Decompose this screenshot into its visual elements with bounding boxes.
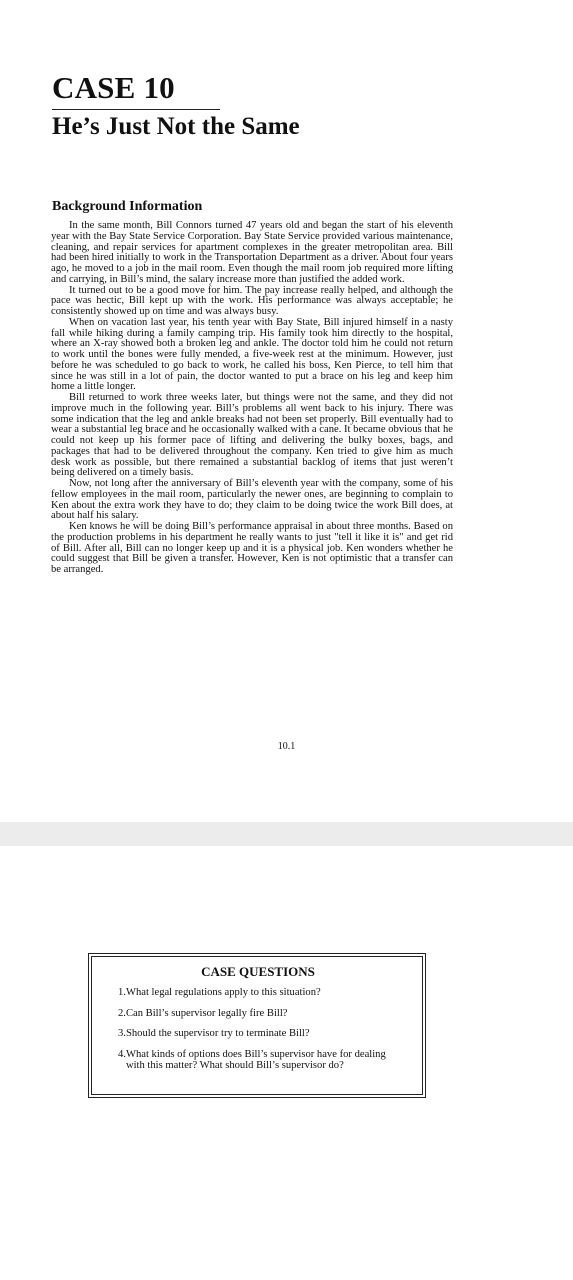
case-questions-box — [88, 953, 426, 1098]
paragraph: In the same month, Bill Connors turned 47 years old and began the start of his eleventh year with the Bay State Service Corporation. Bay State Service provided various maintenance, cleaning, and repair services for apartment complexes in the greater metropolitan area. Bill had been hired initially to work in the Transportation Department as a driver. About four years ago, he moved to a job in the mail room. Even though the mail room job required more lifting and carrying, in Bill’s mind, the salary increase more than justified the added work. — [51, 220, 453, 285]
question-number: 3. — [118, 1028, 126, 1039]
question-number: 4. — [118, 1048, 126, 1060]
question-number: 1. — [118, 987, 126, 998]
case-questions-inner — [91, 956, 423, 1095]
paragraph: Ken knows he will be doing Bill’s performance appraisal in about three months. Based on the production problems in his department he really wants to just "tell it like it is" and get rid of Bill. After all, Bill can no longer keep up and it is a physical job. Ken wonders whether he could suggest that Bill be given a transfer. However, Ken is not optimistic that a transfer can be arranged. — [51, 521, 453, 575]
list-item — [118, 1049, 398, 1071]
case-title: He’s Just Not the Same — [52, 113, 300, 140]
paragraph: It turned out to be a good move for him. The pay increase really helped, and although the pace was hectic, Bill kept up with the work. His performance was always acceptable; he consistently showed up on time and was always busy. — [51, 284, 453, 317]
paragraph: Bill returned to work three weeks later, but things were not the same, and they did not improve much in the following year. Bill’s problems all went back to his injury. There was some indication that the leg and ankle breaks had not been set properly. Bill eventually had to wear a substantial leg brace and he occasionally walked with a cane. It became obvious that he could not keep up his former pace of lifting and delivering the bulky boxes, bags, and packages that had to be delivered throughout the company. Ken tried to give him as much desk work as possible, but there remained a substantial backlog of items that just weren’t being delivered on a timely basis. — [51, 392, 453, 479]
title-rule — [52, 109, 220, 110]
case-questions-title: CASE QUESTIONS — [201, 964, 315, 979]
case-number: CASE 10 — [52, 70, 175, 105]
list-item — [118, 1028, 398, 1039]
question-text: What kinds of options does Bill’s supervisor have for dealing with this matter? What should Bill’s supervisor do? — [125, 1048, 386, 1071]
list-item — [118, 1008, 398, 1019]
paragraph: Now, not long after the anniversary of Bill’s eleventh year with the company, some of his fellow employees in the mail room, particularly the newer ones, are beginning to complain to Ken about the extra work they have to do; they claim to be doing twice the work Bill does, at about half his salary. — [51, 478, 453, 522]
question-number: 2. — [118, 1007, 126, 1019]
page-number: 10.1 — [277, 741, 296, 752]
list-item — [118, 987, 398, 998]
paragraph: When on vacation last year, his tenth year with Bay State, Bill injured himself in a nasty fall while hiking during a family camping trip. His family took him directly to the hospital, where an X-ray showed both a broken leg and ankle. The doctor told him he could not return to work until the bones were fully mended, a five-week rest at the minimum. However, just before he was scheduled to go back to work, he called his boss, Ken Pierce, to tell him that since he was still in a lot of pain, the doctor wanted to put a brace on his leg and keep him home a little longer. — [51, 316, 453, 393]
question-text: What legal regulations apply to this situation? — [125, 987, 321, 998]
section-heading: Background Information — [52, 199, 203, 214]
question-text: Should the supervisor try to terminate Bill? — [125, 1028, 310, 1039]
question-text: Can Bill’s supervisor legally fire Bill? — [125, 1007, 288, 1019]
background-text — [51, 221, 453, 576]
case-questions-list — [118, 987, 398, 1071]
